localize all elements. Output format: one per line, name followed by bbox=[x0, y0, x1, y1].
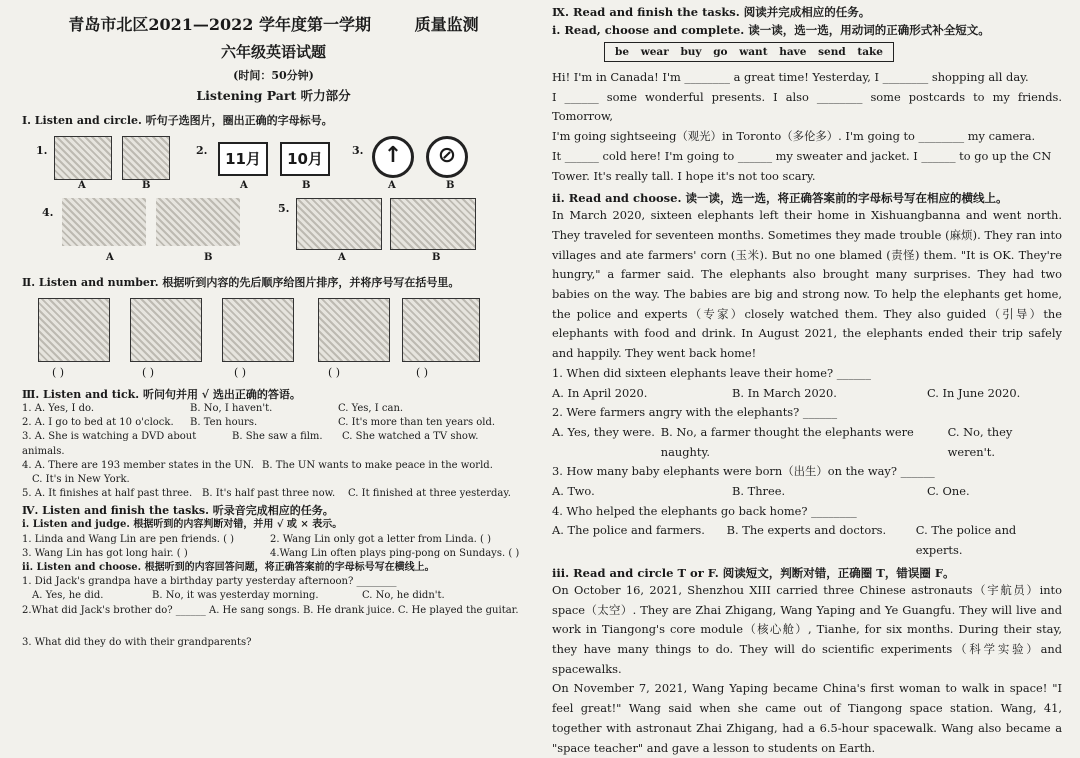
passage-line: Tower. It's really tall. I hope it's not too scary. bbox=[552, 168, 816, 183]
passage-line: Hi! I'm in Canada! I'm ________ a great time! Yesterday, I ________ shopping all day. bbox=[552, 70, 1029, 84]
passage-line: I ______ some wonderful presents. I also ________ some postcards to my friends. Tomorrow, bbox=[552, 89, 1062, 124]
option-label-b: B bbox=[204, 252, 213, 263]
answer-option[interactable]: A. Yes, they were. bbox=[552, 424, 655, 439]
choose-q1-options bbox=[22, 589, 525, 603]
answer-option[interactable]: C. No, they weren't. bbox=[947, 424, 1013, 459]
month-october-card: 10月 bbox=[280, 142, 330, 176]
section-2-pictures bbox=[22, 298, 525, 384]
answer-option[interactable]: B. No, a farmer thought the elephants were naughty. bbox=[660, 424, 914, 459]
section-4-title: Ⅳ. Listen and finish the tasks. 听录音完成相应的任务。 bbox=[22, 504, 334, 518]
tick-option[interactable]: 2. A. I go to bed at 10 o'clock. bbox=[22, 417, 174, 429]
option-label-a: A bbox=[240, 180, 248, 191]
no-right-turn-sign-icon: ⊘ bbox=[426, 136, 468, 178]
word-bank-word: go bbox=[713, 46, 728, 58]
question: 2. Were farmers angry with the elephants? ______ bbox=[552, 405, 838, 420]
building-picture bbox=[122, 136, 170, 180]
tick-row bbox=[22, 430, 525, 458]
tick-option[interactable]: B. It's half past three now. bbox=[202, 488, 336, 500]
tick-option[interactable]: C. It finished at three yesterday. bbox=[348, 488, 511, 500]
option-label-a: A bbox=[78, 180, 86, 191]
section-9-ii-title: ⅱ. Read and choose. 读一读，选一选，将正确答案前的字母标号写在相应的横线上。 bbox=[552, 191, 1008, 206]
option-label-b: B bbox=[446, 180, 455, 191]
judge-item[interactable]: 4.Wang Lin often plays ping-pong on Sundays. ( ) bbox=[270, 547, 520, 559]
section-2-title: Ⅱ. Listen and number. 根据听到内容的先后顺序给图片排序，并将序号写在括号里。 bbox=[22, 276, 460, 289]
passage-astronauts-1: On October 16, 2021, Shenzhou XIII carried three Chinese astronauts（宇航员）into space（太空）. They are Zhai Zhigang, Wang Yaping and Ye Guangfu. They will live and work in Tiangong's core module（核心舱）, Tianhe, for six months. During their stay, they have many things to do. They will do scientific experiments（科学实验）and spacewalks. bbox=[552, 582, 1062, 676]
choose-q2: 2.What did Jack's brother do? ______ A. He sang songs. B. He drank juice. C. He played the guitar. bbox=[22, 604, 519, 616]
answer-option[interactable]: C. One. bbox=[927, 484, 970, 499]
word-bank-word: take bbox=[857, 46, 883, 58]
question: 1. When did sixteen elephants leave their home? ______ bbox=[552, 365, 871, 380]
passage-line: I'm going sightseeing（观光）in Toronto（多伦多）. I'm going to ________ my camera. bbox=[552, 129, 1036, 144]
passage-line: It ______ cold here! I'm going to ______ my sweater and jacket. I ______ to go up the CN bbox=[552, 148, 1052, 163]
left-page bbox=[0, 0, 535, 663]
section-9-iii-title: ⅲ. Read and circle T or F. 阅读短文，判断对错，正确圈 T，错误圈 F。 bbox=[552, 565, 955, 580]
right-page bbox=[540, 0, 1080, 755]
tick-option[interactable]: B. No, I haven't. bbox=[190, 403, 273, 414]
judge-item[interactable]: 2. Wang Lin only got a letter from Linda. ( ) bbox=[270, 533, 491, 545]
answer-option[interactable]: A. Two. bbox=[552, 484, 595, 499]
tick-option[interactable]: C. Yes, I can. bbox=[338, 403, 404, 414]
judge-item[interactable]: 1. Linda and Wang Lin are pen friends. ( ) bbox=[22, 533, 235, 545]
section-1-pictures-row1 bbox=[22, 134, 525, 192]
section-9-title: Ⅸ. Read and finish the tasks. 阅读并完成相应的任务。 bbox=[552, 5, 871, 19]
section-1-title: Ⅰ. Listen and circle. 听句子选图片，圈出正确的字母标号。 bbox=[22, 114, 333, 127]
word-bank-word: want bbox=[739, 46, 768, 58]
choose-option[interactable]: B. No, it was yesterday morning. bbox=[152, 590, 319, 602]
item-number: 1. bbox=[36, 144, 48, 157]
tick-option[interactable]: 5. A. It finishes at half past three. bbox=[22, 488, 193, 500]
quality-label: 质量监测 bbox=[414, 15, 479, 34]
choose-option[interactable]: A. Yes, he did. bbox=[32, 590, 104, 602]
great-wall-picture bbox=[296, 198, 382, 250]
answer-paren[interactable]: ( ) bbox=[416, 366, 429, 379]
section-4-ii-title: ⅱ. Listen and choose. 根据听到的内容回答问题，将正确答案前的字母标号写在横线上。 bbox=[22, 562, 435, 574]
choose-option[interactable]: C. No, he didn't. bbox=[362, 590, 445, 602]
passage-canada bbox=[552, 68, 1062, 186]
section-1-pictures-row2 bbox=[22, 198, 525, 266]
item-number: 4. bbox=[42, 206, 54, 219]
answer-paren[interactable]: ( ) bbox=[52, 366, 65, 379]
answer-option[interactable]: B. Three. bbox=[732, 484, 786, 499]
tick-option[interactable]: B. Ten hours. bbox=[190, 417, 258, 429]
word-bank bbox=[604, 42, 894, 62]
passage-astronauts-2: On November 7, 2021, Wang Yaping became China's first woman to walk in space! "I feel great!" Wang said when she came out of Tiangong space station. Wang, 41, together with astronaut Zhai Zhigang, had a 6.5-hour spacewalk. Wang also became a "space teacher" and gave a lesson to students on Earth. bbox=[552, 681, 1062, 755]
tick-row bbox=[22, 402, 525, 416]
number-picture-1 bbox=[38, 298, 110, 362]
tick-option[interactable]: B. She saw a film. bbox=[232, 431, 323, 443]
word-bank-word: send bbox=[818, 46, 846, 58]
answer-option[interactable]: B. In March 2020. bbox=[732, 385, 837, 400]
number-picture-2 bbox=[130, 298, 202, 362]
option-label-a: A bbox=[106, 252, 114, 263]
elephant-questions bbox=[552, 364, 1062, 561]
palace-picture bbox=[390, 198, 476, 250]
bridge-picture bbox=[54, 136, 112, 180]
number-picture-3 bbox=[222, 298, 294, 362]
judge-list bbox=[22, 533, 525, 561]
option-label-b: B bbox=[302, 180, 311, 191]
tick-option[interactable]: 3. A. She is watching a DVD about animals. bbox=[22, 431, 197, 457]
word-bank-word: buy bbox=[680, 46, 702, 58]
item-number: 2. bbox=[196, 144, 208, 157]
passage-elephants: In March 2020, sixteen elephants left their home in Xishuangbanna and went north. They traveled for seventeen months. Sometimes they made trouble (麻烦). They ran into villages and ate farmers' corn (玉米). But no one blamed (责怪) them. "It is OK. They're hungry," a farmer said. The elephants also brought many surprises. They had two babies on the way. The babies are big and strong now. To help the elephants get home, the police and experts（专家）closely watched them. They also guided（引导）the elephants with food and drink. In August 2021, the elephants ended their trip safely and happily. They went back home! bbox=[552, 208, 1062, 361]
tick-option[interactable]: C. It's in New York. bbox=[32, 474, 130, 486]
choose-q1: 1. Did Jack's grandpa have a birthday party yesterday afternoon? ________ bbox=[22, 576, 397, 588]
word-bank-word: be bbox=[615, 46, 630, 58]
answer-option[interactable]: A. The police and farmers. bbox=[552, 523, 705, 538]
question: 4. Who helped the elephants go back home? ________ bbox=[552, 503, 857, 518]
tick-row bbox=[22, 487, 525, 501]
scene-a-picture bbox=[62, 198, 146, 246]
judge-row bbox=[22, 547, 525, 561]
option-label-a: A bbox=[388, 180, 396, 191]
section-9-i-title: ⅰ. Read, choose and complete. 读一读，选一选，用动词的正确形式补全短文。 bbox=[552, 23, 990, 37]
tick-option[interactable]: C. It's more than ten years old. bbox=[338, 417, 496, 429]
answer-option[interactable]: C. The police and experts. bbox=[915, 523, 1017, 558]
month-november-card: 11月 bbox=[218, 142, 268, 176]
tick-option[interactable]: 4. A. There are 193 member states in the UN. bbox=[22, 459, 254, 471]
exam-time: (时间：50分钟) bbox=[233, 69, 314, 82]
answer-paren[interactable]: ( ) bbox=[328, 366, 341, 379]
tick-row bbox=[22, 416, 525, 430]
word-bank-word: wear bbox=[640, 46, 669, 58]
question-options bbox=[552, 521, 1062, 560]
word-bank-word: have bbox=[779, 46, 807, 58]
question-options bbox=[552, 482, 1062, 502]
option-label-b: B bbox=[142, 180, 151, 191]
tick-row bbox=[22, 459, 525, 473]
answer-option[interactable]: C. In June 2020. bbox=[927, 385, 1021, 400]
section-4-i-title: ⅰ. Listen and judge. 根据听到的内容判断对错，并用 √ 或 × 表示。 bbox=[22, 519, 343, 531]
exam-title: 青岛市北区2021—2022 学年度第一学期 bbox=[68, 15, 372, 34]
exam-header bbox=[22, 12, 525, 35]
answer-option[interactable]: B. The experts and doctors. bbox=[726, 523, 887, 538]
answer-paren[interactable]: ( ) bbox=[234, 366, 247, 379]
tick-row bbox=[22, 473, 525, 487]
judge-row bbox=[22, 533, 525, 547]
scene-b-picture bbox=[156, 198, 240, 246]
question: 3. How many baby elephants were born（出生）on the way? ______ bbox=[552, 464, 935, 479]
answer-option[interactable]: A. In April 2020. bbox=[552, 385, 648, 400]
exam-subtitle: 六年级英语试题 bbox=[220, 43, 326, 61]
section-3-title: Ⅲ. Listen and tick. 听问句并用 √ 选出正确的答语。 bbox=[22, 388, 301, 401]
answer-paren[interactable]: ( ) bbox=[142, 366, 155, 379]
tick-option[interactable]: B. The UN wants to make peace in the world. bbox=[262, 459, 493, 471]
number-picture-5 bbox=[402, 298, 480, 362]
question-options bbox=[552, 423, 1062, 462]
option-label-a: A bbox=[338, 252, 346, 263]
question-options bbox=[552, 384, 1062, 404]
option-label-b: B bbox=[432, 252, 441, 263]
listening-part-title: Listening Part 听力部分 bbox=[196, 88, 351, 103]
number-picture-4 bbox=[318, 298, 390, 362]
judge-item[interactable]: 3. Wang Lin has got long hair. ( ) bbox=[22, 547, 188, 559]
go-straight-sign-icon: ↑ bbox=[372, 136, 414, 178]
item-number: 5. bbox=[278, 202, 290, 215]
choose-q3: 3. What did they do with their grandparents? bbox=[22, 636, 252, 648]
item-number: 3. bbox=[352, 144, 364, 157]
tick-option[interactable]: 1. A. Yes, I do. bbox=[22, 403, 94, 414]
tick-option[interactable]: C. She watched a TV show. bbox=[342, 431, 479, 443]
tick-list bbox=[22, 402, 525, 501]
